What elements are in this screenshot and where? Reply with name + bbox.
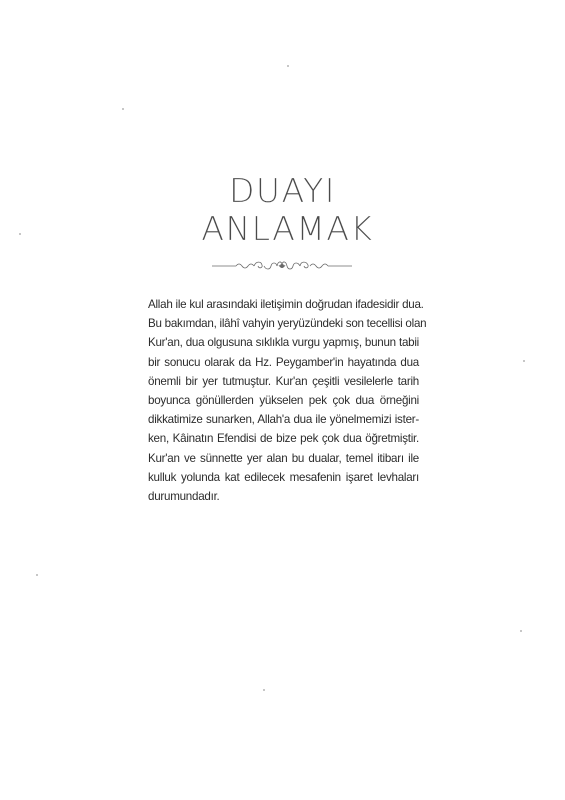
scan-speck xyxy=(122,108,124,110)
scan-speck xyxy=(523,360,525,362)
text-line: ken, Kâinatın Efendisi de bize pek çok dua öğretmiştir. xyxy=(148,432,419,446)
title-line-2: ANLAMAK xyxy=(201,209,374,248)
text-line: dikkatimize sunarken, Allah'a dua ile yönelmemizi ister- xyxy=(148,413,419,427)
text-line: durumundadır. xyxy=(148,490,220,504)
scan-speck xyxy=(520,630,522,632)
chapter-title xyxy=(0,172,565,248)
scan-speck xyxy=(287,65,289,67)
text-line: Kur'an, dua olgusuna sıklıkla vurgu yapmış, bunun tabii xyxy=(148,336,419,350)
flourish-divider-icon xyxy=(212,259,352,273)
text-line: bir sonucu olarak da Hz. Peygamber'in hayatında dua xyxy=(148,355,419,369)
text-line: kulluk yolunda kat edilecek mesafenin işaret levhaları xyxy=(148,470,419,484)
text-line: Allah ile kul arasındaki iletişimin doğrudan ifadesidir dua. xyxy=(148,298,424,311)
text-line: Kur'an ve sünnette yer alan bu dualar, temel itibarı ile xyxy=(148,451,419,465)
title-line-1: DUAYI xyxy=(229,171,336,210)
scan-speck xyxy=(263,689,265,691)
scan-speck xyxy=(19,233,21,235)
text-line: boyunca gönüllerden yükselen pek çok dua örneğini xyxy=(148,394,419,408)
text-line: önemli bir yer tutmuştur. Kur'an çeşitli vesilelerle tarih xyxy=(148,374,419,388)
text-line: Bu bakımdan, ilâhî vahyin yeryüzündeki son tecellisi olan xyxy=(148,317,427,331)
scan-speck xyxy=(36,574,38,576)
body-paragraph xyxy=(148,295,427,506)
